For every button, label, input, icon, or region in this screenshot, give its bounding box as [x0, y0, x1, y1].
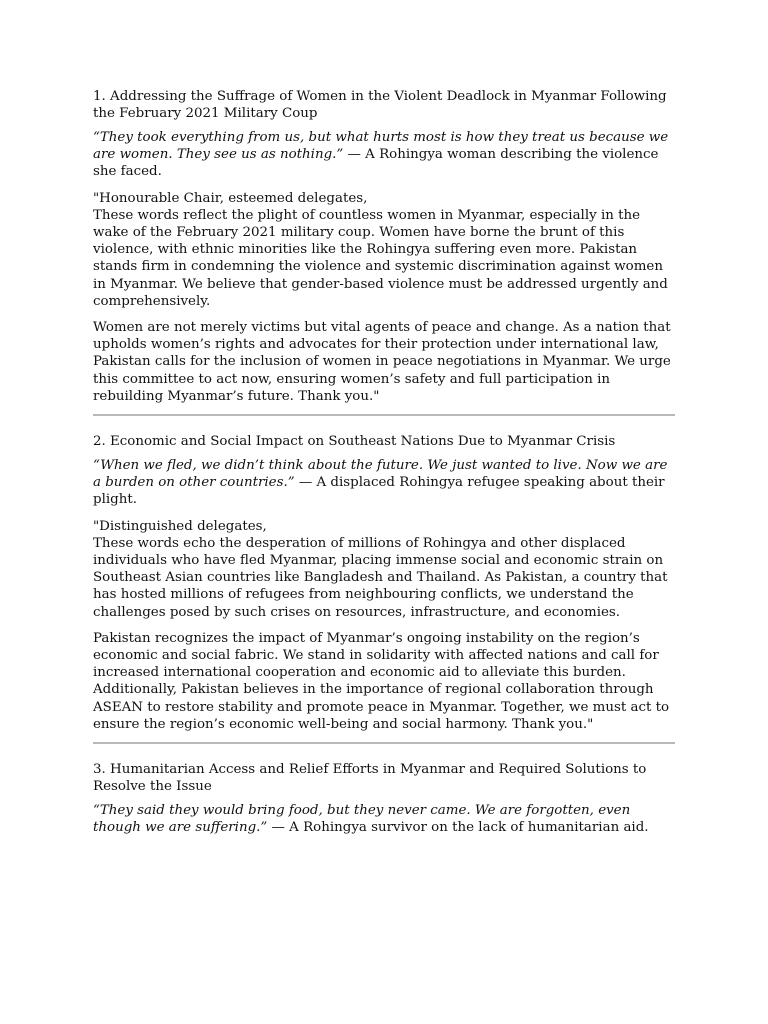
quote-attribution: — A Rohingya woman describing the violence she faced.: [93, 147, 659, 180]
section-title: 1. Addressing the Suffrage of Women in the Violent Deadlock in Myanmar Following the February 2021 Military Coup: [93, 89, 667, 121]
document-page: [93, 88, 677, 846]
speech-paragraph: [93, 319, 677, 405]
speech-paragraph: [93, 630, 677, 733]
quote-text: “They took everything from us, but what hurts most is how they treat us because we are women. They see us as nothing.”: [93, 130, 669, 163]
section-divider: [93, 742, 675, 744]
speech-paragraph: [93, 190, 677, 310]
quote-attribution: — A Rohingya survivor on the lack of humanitarian aid.: [267, 820, 649, 836]
quote-paragraph: [93, 457, 677, 509]
quote-paragraph: [93, 129, 677, 181]
paragraph-text: These words echo the desperation of millions of Rohingya and other displaced individuals who have fled Myanmar, placing immense social and economic strain on Southeast Asian countries like Bangladesh and Thailand. As Pakistan, a country that has hosted millions of refugees from neighbouring conflicts, we understand the challenges posed by such crises on resources, infrastructure, and economies.: [93, 535, 668, 620]
quote-attribution: — A displaced Rohingya refugee speaking about their plight.: [93, 475, 665, 508]
paragraph-text: Pakistan recognizes the impact of Myanmar’s ongoing instability on the region’s economic and social fabric. We stand in solidarity with affected nations and call for increased international cooperation and economic aid to alleviate this burden. Additionally, Pakistan believes in the importance of regional collaboration through ASEAN to restore stability and promote peace in Myanmar. Together, we must act to ensure the region’s economic well-being and social harmony. Thank you.": [93, 630, 670, 732]
quote-paragraph: [93, 802, 677, 836]
section-title: 3. Humanitarian Access and Relief Efforts in Myanmar and Required Solutions to Resolve the Issue: [93, 762, 647, 795]
speech-paragraph: [93, 518, 677, 621]
section-title: 2. Economic and Social Impact on Southeast Nations Due to Myanmar Crisis: [93, 434, 616, 450]
paragraph-text: Women are not merely victims but vital agents of peace and change. As a nation that upholds women’s rights and advocates for their protection under international law, Pakistan calls for the inclusion of women in peace negotiations in Myanmar. We urge this committee to act now, ensuring women’s safety and full participation in rebuilding Myanmar’s future. Thank you.": [93, 320, 671, 404]
section-1: [93, 88, 677, 405]
salutation: "Distinguished delegates,: [93, 518, 267, 534]
quote-text: “When we fled, we didn’t think about the future. We just wanted to live. Now we are a burden on other countries.”: [93, 458, 668, 491]
salutation: "Honourable Chair, esteemed delegates,: [93, 190, 368, 206]
paragraph-text: These words reflect the plight of countless women in Myanmar, especially in the wake of the February 2021 military coup. Women have borne the brunt of this violence, with ethnic minorities like the Rohingya suffering even more. Pakistan stands firm in condemning the violence and systemic discrimination against women in Myanmar. We believe that gender-based violence must be addressed urgently and comprehensively.: [93, 207, 668, 309]
section-2: [93, 433, 677, 733]
section-3: [93, 761, 677, 836]
quote-text: “They said they would bring food, but they never came. We are forgotten, even though we are suffering.”: [93, 803, 631, 836]
section-divider: [93, 414, 675, 416]
